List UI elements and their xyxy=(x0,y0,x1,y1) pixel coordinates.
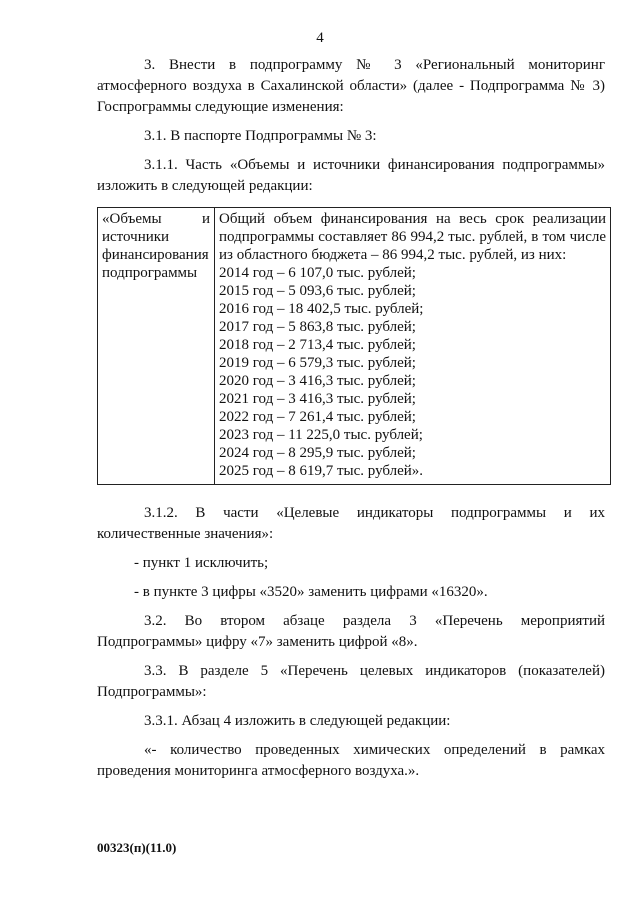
year-line: 2021 год – 3 416,3 тыс. рублей; xyxy=(219,391,416,407)
paragraph-3-1: 3.1. В паспорте Подпрограммы № 3: xyxy=(144,128,377,144)
document-code: 00323(п)(11.0) xyxy=(97,840,177,855)
list-item: - пункт 1 исключить; xyxy=(134,555,269,571)
year-line: 2023 год – 11 225,0 тыс. рублей; xyxy=(219,427,423,443)
quoted-paragraph: «- количество проведенных химических определений в рамках проведения мониторинга атмосферного воздуха.». xyxy=(97,742,605,779)
table-row xyxy=(98,208,611,485)
table-label-cell xyxy=(98,208,215,485)
financing-table xyxy=(97,207,611,485)
table-value-cell xyxy=(215,208,611,485)
year-line: 2019 год – 6 579,3 тыс. рублей; xyxy=(219,355,416,371)
document-body xyxy=(97,55,605,782)
table-intro-text: Общий объем финансирования на весь срок реализации подпрограммы составляет 86 994,2 тыс. рублей, в том числе из областного бюджета – 86 994,2 тыс. рублей, из них: xyxy=(219,211,606,263)
year-line: 2020 год – 3 416,3 тыс. рублей; xyxy=(219,373,416,389)
year-line: 2016 год – 18 402,5 тыс. рублей; xyxy=(219,301,424,317)
year-line: 2017 год – 5 863,8 тыс. рублей; xyxy=(219,319,416,335)
year-line: 2014 год – 6 107,0 тыс. рублей; xyxy=(219,265,416,281)
year-line: 2022 год – 7 261,4 тыс. рублей; xyxy=(219,409,416,425)
page-number: 4 xyxy=(316,30,324,46)
paragraph-3-2: 3.2. Во втором абзаце раздела 3 «Перечень мероприятий Подпрограммы» цифру «7» заменить цифрой «8». xyxy=(97,613,605,650)
year-line: 2025 год – 8 619,7 тыс. рублей». xyxy=(219,463,424,479)
table-left-label: «Объемы и источники финансирования подпрограммы xyxy=(102,211,210,281)
paragraph-3-1-1: 3.1.1. Часть «Объемы и источники финансирования подпрограммы» изложить в следующей редакции: xyxy=(97,157,605,194)
list-item: - в пункте 3 цифры «3520» заменить цифрами «16320». xyxy=(134,584,488,600)
paragraph-3-1-2: 3.1.2. В части «Целевые индикаторы подпрограммы и их количественные значения»: xyxy=(97,505,605,542)
year-line: 2015 год – 5 093,6 тыс. рублей; xyxy=(219,283,416,299)
year-line: 2024 год – 8 295,9 тыс. рублей; xyxy=(219,445,416,461)
paragraph-3-3-1: 3.3.1. Абзац 4 изложить в следующей редакции: xyxy=(144,713,451,729)
paragraph-3: 3. Внести в подпрограмму № 3 «Региональный мониторинг атмосферного воздуха в Сахалинской области» (далее - Подпрограмма № 3) Госпрограммы следующие изменения: xyxy=(97,57,605,115)
year-line: 2018 год – 2 713,4 тыс. рублей; xyxy=(219,337,416,353)
paragraph-3-3: 3.3. В разделе 5 «Перечень целевых индикаторов (показателей) Подпрограммы»: xyxy=(97,663,605,700)
